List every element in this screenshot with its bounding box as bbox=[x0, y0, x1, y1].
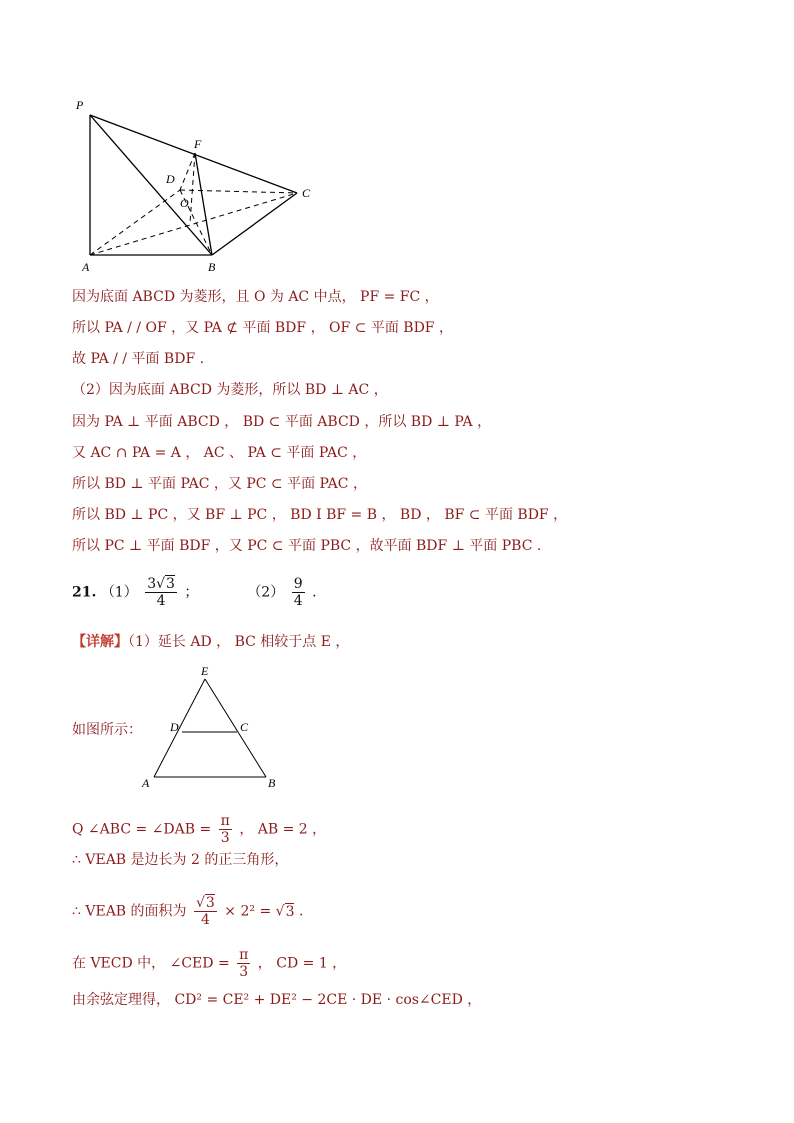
proof-line-4: （2）因为底面 ABCD 为菱形，所以 BD ⊥ AC ， bbox=[72, 382, 388, 398]
s4-fraction bbox=[237, 947, 250, 980]
q21-a1-coef: 3 bbox=[147, 576, 157, 592]
q21-end: . bbox=[312, 584, 317, 601]
label-D2: D bbox=[170, 720, 179, 734]
q21-answer1-fraction: $\frac{3√3}{4}$ bbox=[147, 576, 175, 609]
q21-answer bbox=[72, 576, 317, 609]
solution-line-4 bbox=[72, 947, 346, 980]
q21-a1-rad: 3 bbox=[166, 576, 175, 592]
proof-line-6: 又 AC ∩ PA = A ， AC 、 PA ⊂ 平面 PAC ， bbox=[72, 445, 367, 461]
s3-num: 3 bbox=[205, 895, 215, 911]
label-B2: B bbox=[268, 776, 276, 790]
label-D: D bbox=[166, 172, 175, 186]
figure2-caption: 如图所示： bbox=[72, 722, 142, 738]
detail-tag: 【详解】 bbox=[72, 634, 128, 650]
s4-num: π bbox=[239, 947, 249, 963]
pyramid-figure bbox=[72, 95, 332, 280]
solution-line-3: ∴ VEAB 的面积为 $\frac{√3}{4}$ × 2² = √3 . bbox=[72, 895, 304, 928]
q21-a2-num: 9 bbox=[293, 576, 303, 592]
s3-post: × 2² = bbox=[224, 903, 276, 920]
s3-pre: ∴ VEAB 的面积为 bbox=[72, 903, 187, 920]
s4-pre: 在 VECD 中， ∠CED = bbox=[72, 955, 230, 972]
label-E: E bbox=[201, 665, 209, 678]
s1-fraction bbox=[219, 813, 232, 846]
s1-den: 3 bbox=[220, 830, 230, 846]
q21-number: 21. bbox=[72, 584, 97, 601]
s3-end: . bbox=[298, 903, 304, 920]
label-B: B bbox=[208, 260, 216, 274]
s1-num: π bbox=[220, 813, 230, 829]
solution-line-2: ∴ VEAB 是边长为 2 的正三角形， bbox=[72, 852, 289, 868]
label-P: P bbox=[76, 98, 84, 112]
s3-fraction: $\frac{√3}{4}$ bbox=[196, 895, 215, 928]
triangle-figure bbox=[140, 665, 280, 795]
label-C: C bbox=[302, 186, 311, 200]
proof-line-2: 所以 PA / / OF ，又 PA ⊄ 平面 BDF ， OF ⊂ 平面 BDF ， bbox=[72, 320, 453, 336]
proof-line-8: 所以 BD ⊥ PC ，又 BF ⊥ PC ， BD I BF = B ， BD ， BF ⊂ 平面 BDF ， bbox=[72, 507, 568, 523]
label-O: O bbox=[180, 196, 189, 210]
proof-line-5: 因为 PA ⊥ 平面 ABCD ， BD ⊂ 平面 ABCD ，所以 BD ⊥ PA ， bbox=[72, 414, 492, 430]
q21-a2-den: 4 bbox=[293, 593, 303, 609]
q21-part1-label: （1） bbox=[100, 584, 138, 601]
solution-line-1 bbox=[72, 813, 326, 846]
s4-den: 3 bbox=[239, 964, 249, 980]
proof-line-9: 所以 PC ⊥ 平面 BDF ，又 PC ⊂ 平面 PBC ，故平面 BDF ⊥ 平面 PBC . bbox=[72, 538, 542, 554]
detail-text: （1）延长 AD ， BC 相较于点 E ， bbox=[128, 634, 350, 650]
s1-pre: Q ∠ABC = ∠DAB = bbox=[72, 821, 212, 838]
q21-a1-den: 4 bbox=[156, 593, 166, 609]
s3-den: 4 bbox=[200, 912, 210, 928]
label-A2: A bbox=[142, 776, 150, 790]
proof-line-1: 因为底面 ABCD 为菱形，且 O 为 AC 中点， PF = FC ， bbox=[72, 289, 439, 305]
s3-rad: 3 bbox=[285, 903, 295, 920]
s1-post: ， AB = 2 ， bbox=[239, 821, 327, 838]
s4-post: ， CD = 1 ， bbox=[257, 955, 347, 972]
label-C2: C bbox=[240, 720, 249, 734]
label-A: A bbox=[82, 260, 90, 274]
q21-answer2-fraction bbox=[292, 576, 305, 609]
detail-line bbox=[72, 632, 349, 652]
proof-line-3: 故 PA / / 平面 BDF . bbox=[72, 351, 205, 367]
label-F: F bbox=[194, 137, 202, 151]
solution-line-5: 由余弦定理得， CD² = CE² + DE² − 2CE · DE · cos∠CED ， bbox=[72, 992, 482, 1008]
q21-separator: ； bbox=[184, 584, 199, 601]
q21-part2-label: （2） bbox=[247, 584, 285, 601]
proof-line-7: 所以 BD ⊥ 平面 PAC ，又 PC ⊂ 平面 PAC ， bbox=[72, 476, 367, 492]
